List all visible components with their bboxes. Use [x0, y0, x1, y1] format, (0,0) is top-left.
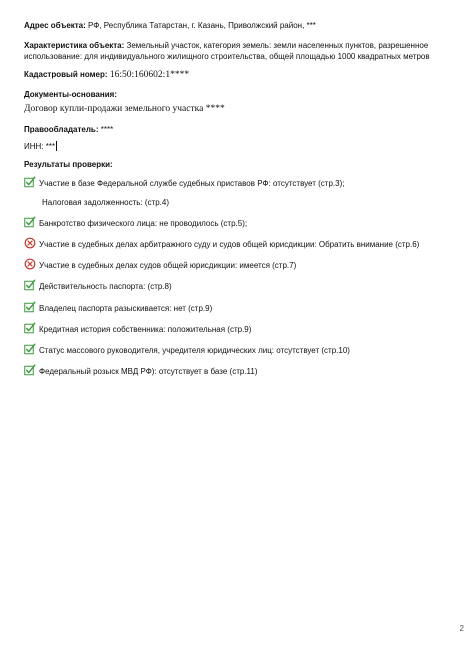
object-characteristic-label: Характеристика объекта:	[24, 41, 125, 50]
result-item	[24, 302, 454, 314]
check-icon	[24, 301, 36, 313]
result-item-text: Банкротство физического лица: не проводилось (стр.5);	[39, 219, 248, 228]
check-icon	[24, 279, 36, 291]
owner-value: ****	[98, 125, 114, 134]
check-icon	[24, 322, 36, 334]
documents-value-text: Договор купли-продажи земельного участка ****	[24, 104, 225, 114]
result-item-text: Федеральный розыск МВД РФ): отсутствует в базе (стр.11)	[39, 367, 258, 376]
inn-value: ИНН: ***	[24, 142, 56, 151]
cadastral-value: 16:50:160602:1****	[107, 70, 190, 80]
inn[interactable]	[24, 141, 448, 152]
object-characteristic-value: Земельный участок, категория земель: земли населенных пунктов, разрешенное использование: для индивидуального жилищного строительства, общей площадью 1000 квадратных метров	[24, 41, 430, 61]
check-icon	[24, 176, 36, 188]
documents-label	[24, 89, 448, 100]
check-icon	[24, 216, 36, 228]
result-item	[24, 280, 454, 292]
result-item-text: Участие в судебных делах судов общей юрисдикции: имеется (стр.7)	[39, 261, 297, 270]
result-item	[24, 217, 454, 229]
result-item-text: Владелец паспорта разыскивается: нет (стр.9)	[39, 304, 213, 313]
cadastral-label: Кадастровый номер:	[24, 70, 108, 79]
object-address	[24, 20, 448, 31]
documents-value	[24, 103, 448, 115]
object-address-label: Адрес объекта:	[24, 21, 86, 30]
owner-label: Правообладатель:	[24, 125, 99, 134]
result-item	[42, 197, 169, 208]
page-number: 2	[459, 624, 464, 633]
warning-circle-icon	[24, 237, 36, 249]
result-item	[24, 323, 454, 335]
object-characteristic	[24, 40, 448, 62]
results-label-text: Результаты проверки:	[24, 160, 113, 169]
result-item-text: Участие в судебных делах арбитражного суду и судов общей юрисдикции: Обратить внимание (стр.6)	[39, 240, 420, 249]
owner	[24, 124, 448, 135]
result-item-text: Участие в базе Федеральной службе судебных приставов РФ: отсутствует (стр.3);	[39, 179, 345, 188]
check-icon	[24, 343, 36, 355]
text-cursor	[56, 141, 57, 151]
result-item-text: Действительность паспорта: (стр.8)	[39, 282, 172, 291]
result-item-text: Статус массового руководителя, учредителя юридических лиц: отсутствует (стр.10)	[39, 346, 350, 355]
warning-circle-icon	[24, 258, 36, 270]
result-item	[24, 259, 454, 271]
result-item	[24, 344, 454, 356]
result-item-text: Кредитная история собственника: положительная (стр.9)	[39, 325, 252, 334]
results-label	[24, 159, 448, 170]
check-icon	[24, 364, 36, 376]
cadastral-number	[24, 69, 448, 81]
result-item	[24, 238, 454, 250]
result-item	[24, 365, 454, 377]
object-address-value: РФ, Республика Татарстан, г. Казань, Приволжский район, ***	[85, 21, 316, 30]
result-item	[24, 177, 454, 189]
documents-label-text: Документы-основания:	[24, 90, 117, 99]
result-item-text: Налоговая задолженность: (стр.4)	[42, 198, 169, 207]
